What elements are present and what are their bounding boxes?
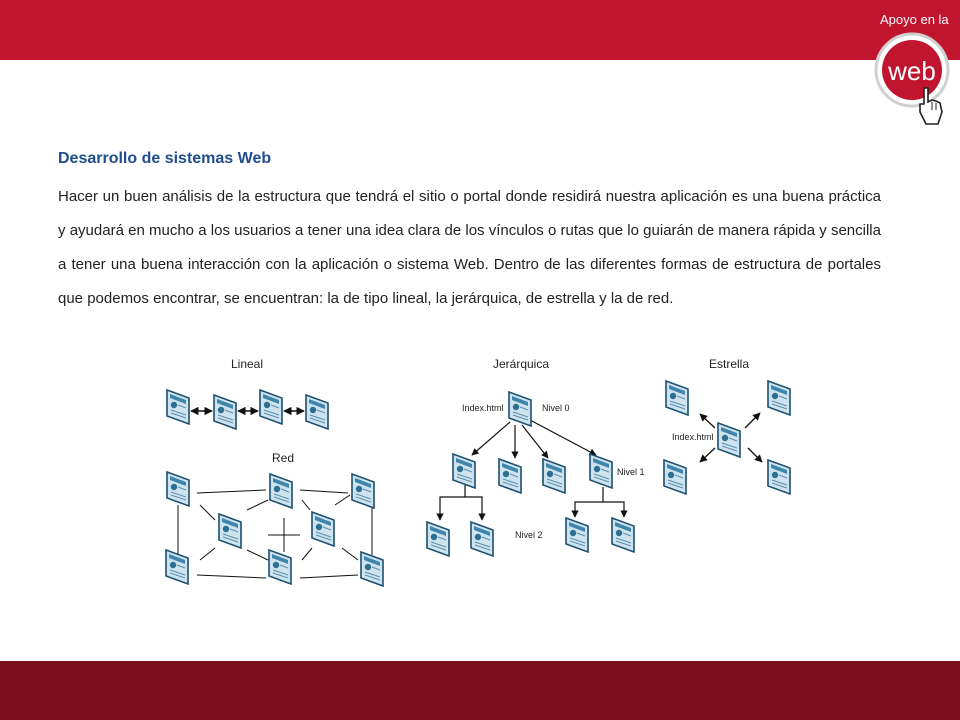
red-title: Red bbox=[271, 451, 295, 465]
red-pages bbox=[166, 472, 383, 586]
web-page-icon bbox=[471, 522, 493, 556]
web-page-icon bbox=[509, 392, 531, 426]
network-link bbox=[302, 548, 312, 560]
hierarchy-arrow bbox=[522, 425, 548, 458]
hierarchy-arrow bbox=[603, 502, 624, 517]
star-arrow bbox=[700, 448, 715, 462]
web-page-icon bbox=[306, 395, 328, 429]
web-page-icon bbox=[427, 522, 449, 556]
root-page-label: Index.html bbox=[462, 403, 504, 413]
network-link bbox=[302, 500, 310, 510]
star-arrow bbox=[745, 413, 760, 428]
web-page-icon bbox=[664, 460, 686, 494]
web-page-icon bbox=[166, 550, 188, 584]
web-page-icon bbox=[718, 423, 740, 457]
logo-caption: Apoyo en la bbox=[880, 12, 949, 27]
web-page-icon bbox=[167, 390, 189, 424]
network-link bbox=[200, 548, 215, 560]
web-page-icon bbox=[499, 459, 521, 493]
level-0-label: Nivel 0 bbox=[542, 403, 570, 413]
web-page-icon bbox=[167, 472, 189, 506]
lineal-title: Lineal bbox=[230, 357, 264, 371]
hierarchy-arrow bbox=[472, 422, 510, 455]
web-page-icon bbox=[260, 390, 282, 424]
body-paragraph: Hacer un buen análisis de la estructura que tendrá el sitio o portal donde residirá nuestra aplicación es una buena práctica y ayudará en mucho a los usuarios a tener una idea clara de los vínculos o rutas que lo guiarán de manera rápida y sencilla a tener una buena interacción con la aplicación o sistema Web. Dentro de las diferentes formas de estructura de portales que podemos encontrar, se encuentran: la de tipo lineal, la jerárquica, de estrella y la de red. bbox=[58, 188, 881, 307]
logo-word: web bbox=[888, 56, 936, 86]
web-page-icon bbox=[666, 381, 688, 415]
network-link bbox=[300, 575, 358, 578]
jerarquica-title: Jerárquica bbox=[492, 357, 550, 371]
hierarchy-arrow bbox=[575, 487, 603, 517]
network-link bbox=[247, 550, 268, 560]
web-page-icon bbox=[453, 454, 475, 488]
star-arrow bbox=[748, 448, 762, 462]
web-page-icon bbox=[312, 512, 334, 546]
network-link bbox=[197, 490, 266, 493]
network-link bbox=[197, 575, 266, 578]
web-page-icon bbox=[590, 454, 612, 488]
web-page-icon bbox=[214, 395, 236, 429]
star-center-label: Index.html bbox=[672, 432, 714, 442]
network-link bbox=[342, 548, 358, 560]
level-1-label: Nivel 1 bbox=[617, 467, 645, 477]
web-page-icon bbox=[269, 550, 291, 584]
section-title: Desarrollo de sistemas Web bbox=[58, 150, 272, 167]
network-link bbox=[300, 490, 348, 493]
web-page-icon bbox=[270, 474, 292, 508]
web-page-icon bbox=[768, 460, 790, 494]
network-link bbox=[247, 500, 268, 510]
network-link bbox=[335, 495, 350, 505]
network-link bbox=[200, 505, 215, 520]
web-page-icon bbox=[219, 514, 241, 548]
estrella-title: Estrella bbox=[708, 357, 750, 371]
web-page-icon bbox=[612, 518, 634, 552]
web-page-icon bbox=[361, 552, 383, 586]
level-2-label: Nivel 2 bbox=[515, 530, 543, 540]
lineal-diagram bbox=[167, 390, 328, 429]
hierarchy-arrow bbox=[440, 485, 465, 520]
web-page-icon bbox=[543, 459, 565, 493]
star-arrow bbox=[700, 414, 715, 428]
footer-bar bbox=[0, 661, 960, 720]
hierarchy-arrow bbox=[530, 420, 596, 455]
web-page-icon bbox=[768, 381, 790, 415]
web-page-icon bbox=[352, 474, 374, 508]
hierarchy-arrow bbox=[465, 497, 482, 520]
web-page-icon bbox=[566, 518, 588, 552]
